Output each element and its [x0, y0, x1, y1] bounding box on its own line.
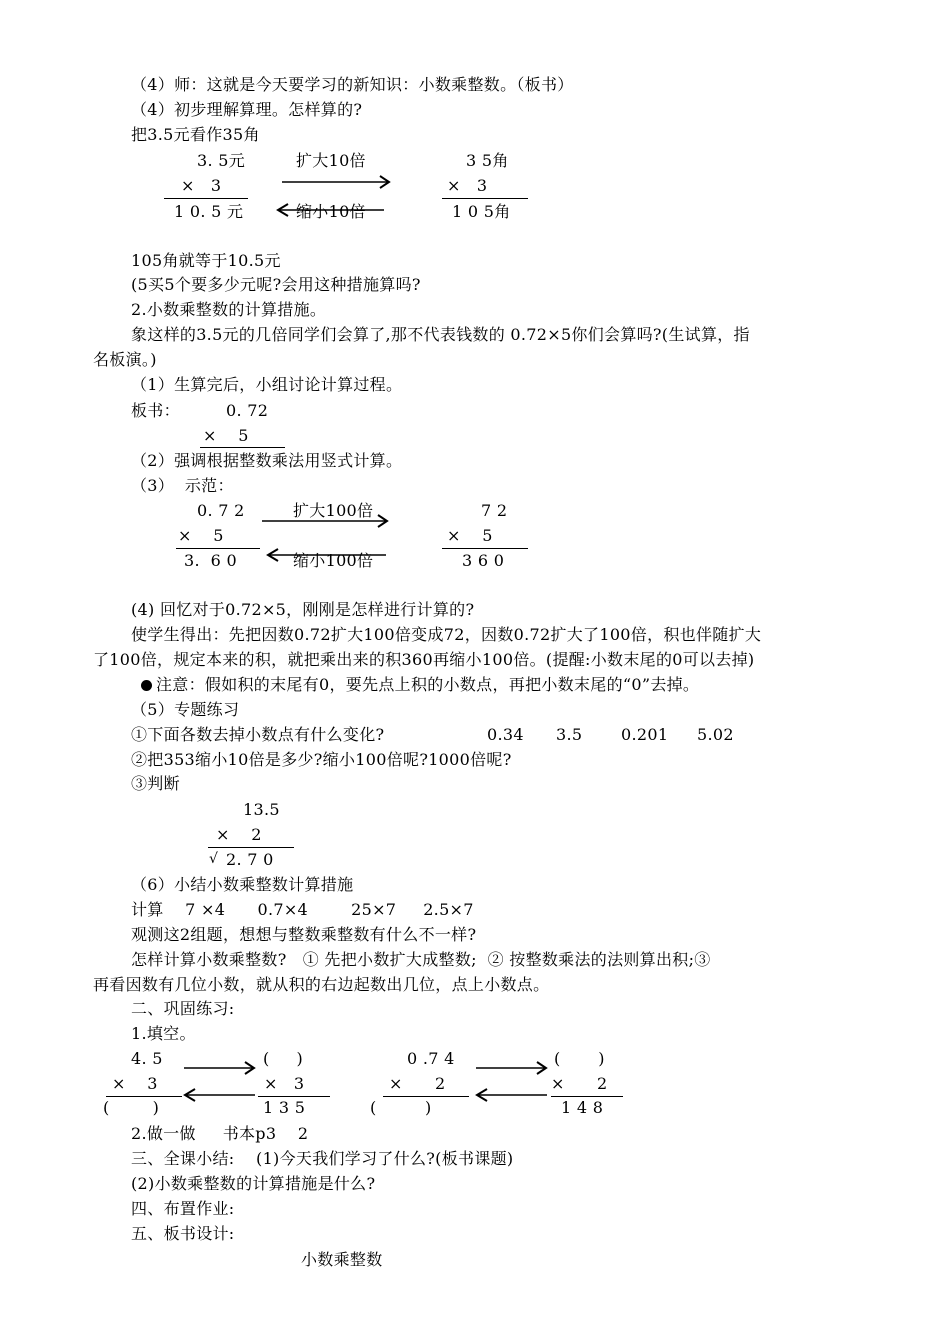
- product: 1 4 8: [561, 1098, 604, 1117]
- right-arrow-icon: [282, 175, 394, 189]
- multiplicand: 3 5角: [466, 151, 509, 170]
- text-line: 再看因数有几位小数，就从积的右边起数出几位，点上小数点。: [93, 975, 550, 994]
- text-line: 怎样计算小数乘整数? ① 先把小数扩大成整数; ② 按整数乘法的法则算出积;③: [131, 950, 711, 969]
- text-line: （3） 示范：: [131, 476, 234, 495]
- multiplier: × 5: [447, 526, 493, 545]
- expand-label: 扩大100倍: [293, 501, 374, 520]
- calc-line: [164, 198, 248, 199]
- note-line: 注意：假如积的末尾有0，要先点上积的小数点，再把小数末尾的“0”去掉。: [141, 674, 699, 696]
- text-line: （4）初步理解算理。怎样算的?: [131, 100, 363, 119]
- multiplier: × 3: [112, 1074, 158, 1093]
- calc-line: [176, 548, 260, 549]
- multiplier: × 2: [216, 825, 262, 844]
- multiplicand: 13.5: [243, 800, 280, 819]
- multiplier: × 3: [181, 176, 222, 195]
- blank-answer[interactable]: ( ): [370, 1098, 432, 1117]
- calc-line: [208, 847, 294, 848]
- multiplicand: 7 2: [481, 501, 508, 520]
- text-line: ③判断: [131, 774, 180, 793]
- left-arrow-icon: [475, 1088, 549, 1102]
- text-line: 观测这2组题，想想与整数乘整数有什么不一样?: [131, 925, 477, 944]
- text-line: （2）强调根据整数乘法用竖式计算。: [131, 451, 403, 470]
- bullet-icon: [141, 680, 152, 691]
- number-item: 5.02: [697, 725, 734, 744]
- multiplier: × 2: [389, 1074, 446, 1093]
- text-line: ①下面各数去掉小数点有什么变化?: [131, 725, 385, 744]
- multiplier: × 3: [447, 176, 488, 195]
- text-line: 1.填空。: [131, 1024, 196, 1043]
- text-line: 三、全课小结: (1)今天我们学习了什么?(板书课题): [131, 1149, 514, 1168]
- number-item: 0.201: [621, 725, 669, 744]
- blank-answer[interactable]: ( ): [554, 1049, 605, 1068]
- product: 3 6 0: [462, 551, 505, 570]
- text-line: （4）师：这就是今天要学习的新知识：小数乘整数。（板书）: [131, 75, 574, 94]
- text-line: 计算 7 ×4 0.7×4 25×7 2.5×7: [131, 900, 474, 919]
- calc-line: [442, 198, 528, 199]
- text-line: 二、巩固练习:: [131, 999, 235, 1018]
- text-line: （5）专题练习: [131, 700, 240, 719]
- text-line: 五、板书设计:: [131, 1224, 235, 1243]
- shrink-label: 缩小100倍: [293, 551, 374, 570]
- left-arrow-icon: [183, 1088, 257, 1102]
- product: 2. 7 0: [226, 850, 274, 869]
- text-line: 使学生得出：先把因数0.72扩大100倍变成72，因数0.72扩大了100倍，积也伴随扩大: [131, 625, 762, 644]
- number-item: 3.5: [556, 725, 583, 744]
- text-line: 2.小数乘整数的计算措施。: [131, 300, 327, 319]
- text-line: 象这样的3.5元的几倍同学们会算了,那不代表钱数的 0.72×5你们会算吗?(生试算，指: [131, 325, 750, 344]
- text-line: 105角就等于10.5元: [131, 251, 281, 270]
- text-line: 四、布置作业:: [131, 1199, 235, 1218]
- expand-label: 扩大10倍: [296, 151, 366, 170]
- text-line: （1）生算完后，小组讨论计算过程。: [131, 375, 403, 394]
- text-line: （6）小结小数乘整数计算措施: [131, 875, 354, 894]
- product: 1 0 5角: [452, 202, 511, 221]
- text-line: (5买5个要多少元呢?会用这种措施算吗?: [131, 275, 421, 294]
- multiplicand: 0 .7 4: [407, 1049, 455, 1068]
- text-line: 板书：: [131, 401, 180, 420]
- multiplicand: 0. 72: [226, 401, 269, 420]
- shrink-label: 缩小10倍: [296, 202, 366, 221]
- number-item: 0.34: [487, 725, 524, 744]
- right-arrow-icon: [262, 514, 392, 528]
- calc-line: [200, 447, 285, 448]
- blank-answer[interactable]: ( ): [103, 1098, 160, 1117]
- product: 1 0. 5 元: [174, 202, 244, 221]
- product: 1 3 5: [263, 1098, 306, 1117]
- right-arrow-icon: [184, 1061, 258, 1075]
- text-line: 名板演。): [93, 350, 157, 369]
- text-line: ②把353缩小10倍是多少?缩小100倍呢?1000倍呢?: [131, 750, 512, 769]
- text-line: (4) 回忆对于0.72×5，刚刚是怎样进行计算的?: [131, 600, 475, 619]
- check-mark: √: [209, 851, 219, 867]
- board-title: 小数乘整数: [301, 1250, 383, 1269]
- text-line: 把3.5元看作35角: [131, 125, 260, 144]
- text-line: (2)小数乘整数的计算措施是什么?: [131, 1174, 376, 1193]
- multiplier: × 5: [203, 426, 249, 445]
- calc-line: [442, 548, 528, 549]
- multiplier: × 2: [551, 1074, 608, 1093]
- text-line: 了100倍，规定本来的积，就把乘出来的积360再缩小100倍。(提醒:小数末尾的0可以去掉): [93, 650, 755, 669]
- right-arrow-icon: [476, 1061, 550, 1075]
- blank-answer[interactable]: ( ): [263, 1049, 304, 1068]
- multiplicand: 4. 5: [131, 1049, 163, 1068]
- text-line: 2.做一做 书本p3 2: [131, 1124, 309, 1143]
- product: 3. 6 0: [184, 551, 237, 570]
- multiplier: × 3: [264, 1074, 305, 1093]
- multiplier: × 5: [178, 526, 224, 545]
- multiplicand: 0. 7 2: [197, 501, 245, 520]
- multiplicand: 3. 5元: [197, 151, 246, 170]
